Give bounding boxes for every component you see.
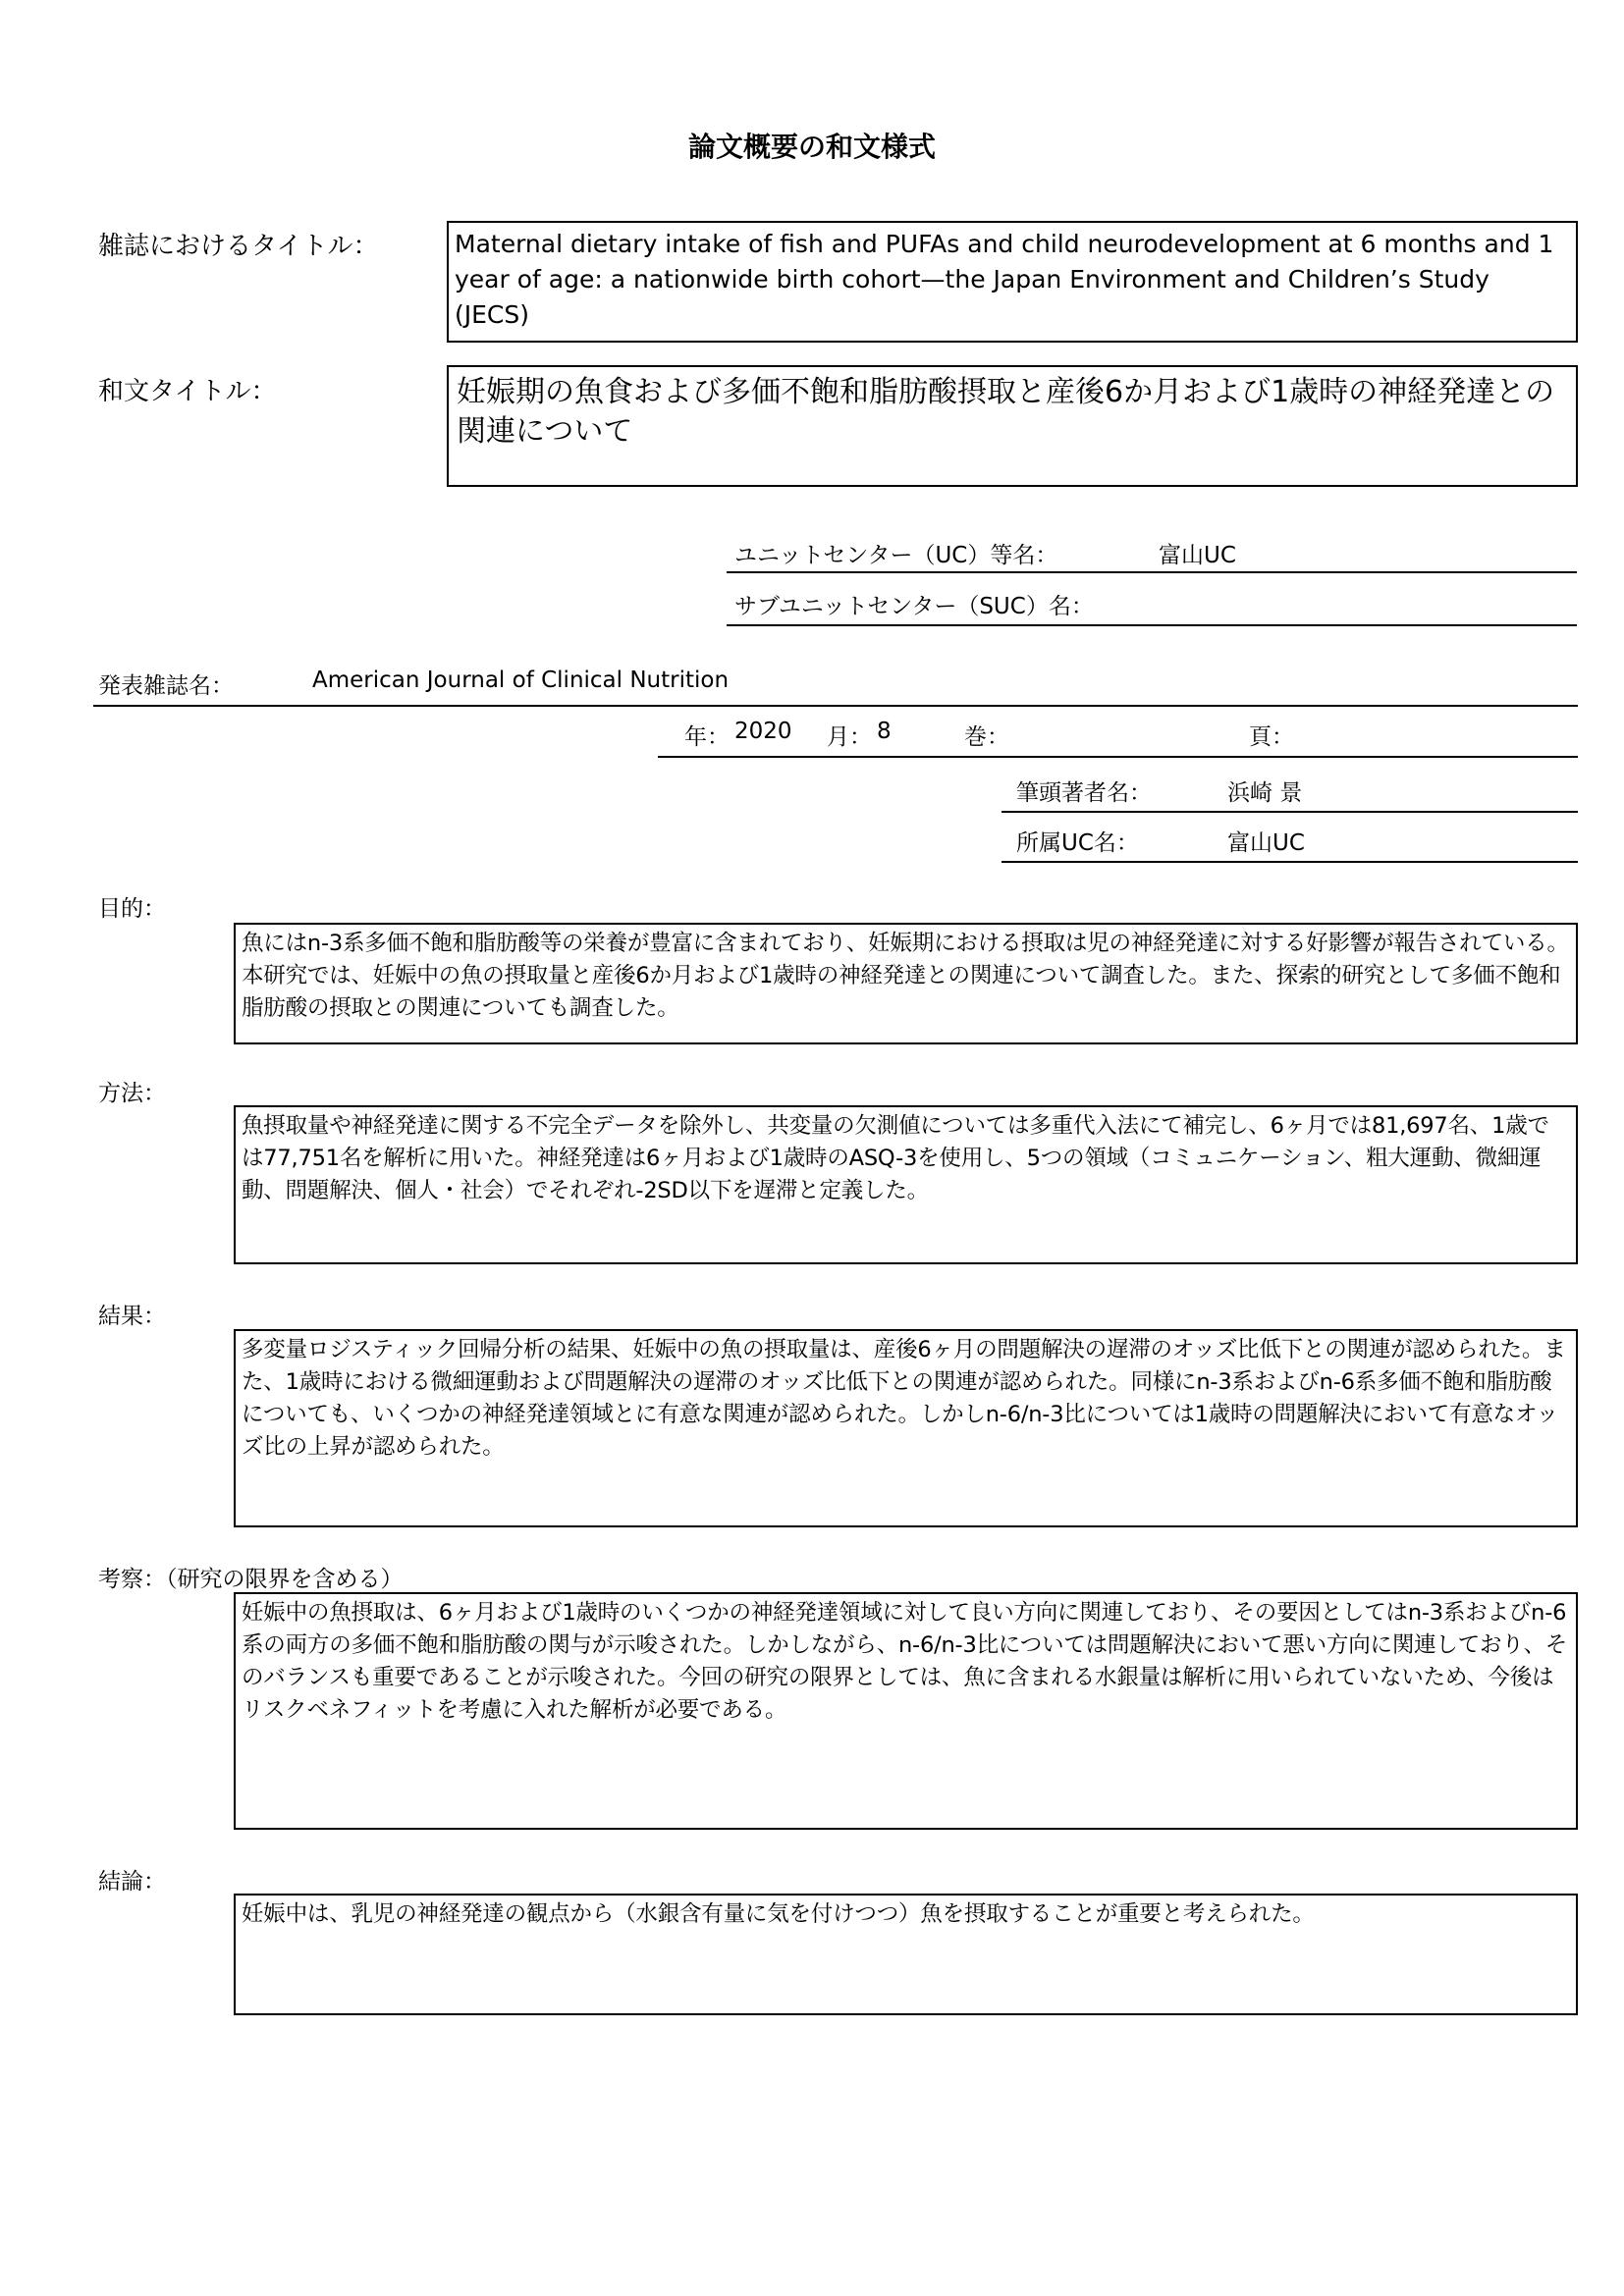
affiliation-rule bbox=[1001, 861, 1578, 863]
first-author-label: 筆頭著者名： bbox=[1016, 780, 1152, 806]
year-value: 2020 bbox=[734, 719, 792, 744]
purpose-label: 目的： bbox=[98, 896, 166, 922]
volume-label: 巻： bbox=[964, 724, 1009, 750]
purpose-text: 魚にはn-3系多価不飽和脂肪酸等の栄養が豊富に含まれており、妊娠期における摂取は児の神経発達に対する好影響が報告されている。本研究では、妊娠中の魚の摂取量と産後6か月および1歳時の神経発達との関連について調査した。また、探索的研究として多価不飽和脂肪酸の摂取との関連についても調査した。 bbox=[242, 931, 1569, 1021]
methods-text: 魚摂取量や神経発達に関する不完全データを除外し、共変量の欠測値については多重代入法にて補完し、6ヶ月では81,697名、1歳では77,751名を解析に用いた。神経発達は6ヶ月および1歳時のASQ-3を使用し、5つの領域（コミュニケーション、粗大運動、微細運動、問題解決、個人・社会）でそれぞれ-2SD以下を遅滞と定義した。 bbox=[242, 1113, 1549, 1203]
first-author-rule bbox=[1001, 811, 1578, 813]
results-box bbox=[234, 1329, 1578, 1527]
month-value: 8 bbox=[877, 719, 892, 744]
japanese-title-value: 妊娠期の魚食および多価不飽和脂肪酸摂取と産後6か月および1歳時の神経発達との関連について bbox=[457, 375, 1555, 449]
month-label: 月： bbox=[827, 724, 872, 750]
discussion-box bbox=[234, 1592, 1578, 1830]
japanese-title-label: 和文タイトル： bbox=[98, 377, 277, 406]
methods-box bbox=[234, 1105, 1578, 1264]
unit-center-value: 富山UC bbox=[1159, 543, 1236, 568]
results-label: 結果： bbox=[98, 1304, 166, 1329]
page-label: 頁： bbox=[1249, 724, 1294, 750]
discussion-text: 妊娠中の魚摂取は、6ヶ月および1歳時のいくつかの神経発達領域に対して良い方向に関連しており、その要因としてはn-3系およびn-6系の両方の多価不飽和脂肪酸の関与が示唆された。しかしながら、n-6/n-3比については問題解決において悪い方向に関連しており、そのバランスも重要であることが示唆された。今回の研究の限界としては、魚に含まれる水銀量は解析に用いられていないため、今後はリスクベネフィットを考慮に入れた解析が必要である。 bbox=[242, 1600, 1568, 1723]
unit-center-label: ユニットセンター（UC）等名： bbox=[734, 543, 1058, 568]
year-label: 年： bbox=[684, 724, 730, 750]
conclusion-label: 結論： bbox=[98, 1869, 166, 1895]
discussion-label: 考察：（研究の限界を含める） bbox=[98, 1567, 404, 1592]
conclusion-box bbox=[234, 1894, 1578, 2015]
affiliation-label: 所属UC名： bbox=[1016, 830, 1139, 856]
affiliation-value: 富山UC bbox=[1227, 830, 1305, 856]
japanese-title-box bbox=[447, 365, 1578, 487]
conclusion-text: 妊娠中は、乳児の神経発達の観点から（水銀含有量に気を付けつつ）魚を摂取することが重要と考えられた。 bbox=[242, 1901, 1315, 1927]
page-title: 論文概要の和文様式 bbox=[687, 131, 936, 163]
publication-journal-value: American Journal of Clinical Nutrition bbox=[312, 667, 730, 693]
unit-center-rule bbox=[727, 571, 1577, 573]
journal-title-box bbox=[447, 221, 1578, 343]
publication-journal-rule bbox=[93, 705, 1578, 707]
publication-journal-label: 発表雑誌名： bbox=[98, 673, 234, 699]
journal-title-value: Maternal dietary intake of fish and PUFAs and child neurodevelopment at 6 months and 1 year of age: a nationwide birth cohort—the Japan Environment and Children’s Study (JECS) bbox=[455, 230, 1554, 329]
purpose-box bbox=[234, 923, 1578, 1044]
methods-label: 方法： bbox=[98, 1081, 166, 1106]
results-text: 多変量ロジスティック回帰分析の結果、妊娠中の魚の摂取量は、産後6ヶ月の問題解決の遅滞のオッズ比低下との関連が認められた。また、1歳時における微細運動および問題解決の遅滞のオッズ比低下との関連が認められた。同様にn-3系およびn-6系多価不飽和脂肪酸についても、いくつかの神経発達領域とに有意な関連が認められた。しかしn-6/n-3比については1歳時の問題解決において有意なオッズ比の上昇が認められた。 bbox=[242, 1337, 1566, 1460]
first-author-value: 浜崎 景 bbox=[1227, 780, 1303, 806]
publication-detail-rule bbox=[658, 756, 1578, 758]
journal-title-label: 雑誌におけるタイトル： bbox=[98, 232, 379, 261]
sub-unit-center-label: サブユニットセンター（SUC）名： bbox=[734, 594, 1094, 619]
sub-unit-center-rule bbox=[727, 624, 1577, 626]
